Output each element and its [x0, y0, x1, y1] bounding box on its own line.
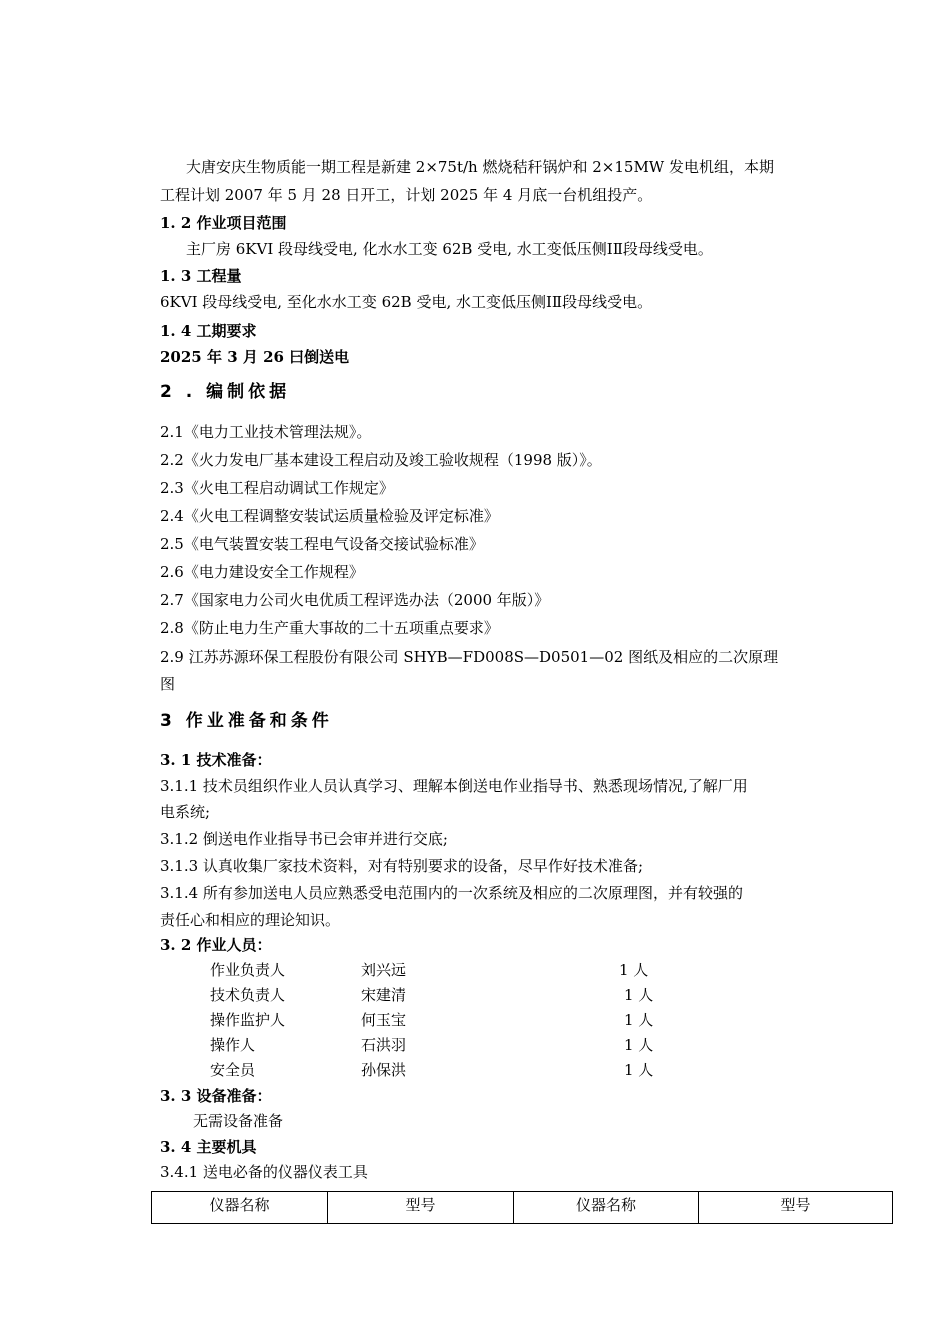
basis-item-2-9-cont: 图 — [160, 675, 176, 693]
basis-item-2-6: 2.6《电力建设安全工作规程》 — [160, 563, 364, 581]
section-3-4-1-title: 3.4.1 送电必备的仪器仪表工具 — [160, 1163, 368, 1181]
staff-role: 安全员 — [210, 1061, 256, 1079]
section-1-2-title: 1. 2 作业项目范围 — [160, 214, 287, 232]
basis-item-2-3: 2.3《火电工程启动调试工作规定》 — [160, 479, 394, 497]
staff-role: 操作人 — [210, 1036, 256, 1054]
staff-role: 操作监护人 — [210, 1011, 286, 1029]
section-3-3-text: 无需设备准备 — [193, 1112, 284, 1130]
section-2-heading: 2 . 编制依据 — [160, 382, 291, 402]
section-3-3-title: 3. 3 设备准备： — [160, 1087, 272, 1105]
basis-item-2-5: 2.5《电气装置安装工程电气设备交接试验标准》 — [160, 535, 484, 553]
section-3-1-title: 3. 1 技术准备： — [160, 751, 272, 769]
staff-name: 宋建清 — [361, 986, 407, 1004]
section-1-2-text: 主厂房 6KVⅠ 段母线受电, 化水水工变 62B 受电, 水工变低压侧ⅠⅡ段母线受电。 — [186, 240, 713, 258]
basis-item-2-2: 2.2《火力发电厂基本建设工程启动及竣工验收规程（1998 版）》。 — [160, 451, 602, 469]
section-3-heading: 3 作业准备和条件 — [160, 711, 333, 731]
staff-name: 刘兴远 — [361, 961, 407, 979]
tech-prep-line-5: 3.1.4 所有参加送电人员应熟悉受电范围内的一次系统及相应的二次原理图，并有较强的 — [160, 884, 743, 902]
table-header-row — [152, 1192, 893, 1224]
section-1-4-title: 1. 4 工期要求 — [160, 322, 257, 340]
staff-count: 1 人 — [619, 961, 649, 979]
tech-prep-line-2: 电系统; — [160, 803, 211, 821]
section-3-2-title: 3. 2 作业人员： — [160, 936, 272, 954]
section-3-4-title: 3. 4 主要机具 — [160, 1138, 257, 1156]
section-1-3-title: 1. 3 工程量 — [160, 267, 242, 285]
tech-prep-line-6: 责任心和相应的理论知识。 — [160, 911, 341, 929]
basis-item-2-8: 2.8《防止电力生产重大事故的二十五项重点要求》 — [160, 619, 499, 637]
table-header-cell: 型号 — [699, 1192, 893, 1224]
basis-item-2-9: 2.9 江苏苏源环保工程股份有限公司 SHYB—FD008S—D0501—02 图纸及相应的二次原理 — [160, 648, 779, 666]
basis-item-2-7: 2.7《国家电力公司火电优质工程评选办法（2000 年版）》 — [160, 591, 550, 609]
table-header-cell: 型号 — [328, 1192, 514, 1224]
staff-name: 孙保洪 — [361, 1061, 407, 1079]
section-1-3-text: 6KVⅠ 段母线受电, 至化水水工变 62B 受电, 水工变低压侧ⅠⅡ段母线受电。 — [160, 293, 653, 311]
tech-prep-line-4: 3.1.3 认真收集厂家技术资料，对有特别要求的设备，尽早作好技术准备; — [160, 857, 643, 875]
instrument-table — [151, 1191, 893, 1224]
staff-count: 1 人 — [624, 1036, 654, 1054]
intro-line-1: 大唐安庆生物质能一期工程是新建 2×75t/h 燃烧秸秆锅炉和 2×15MW 发电机组，本期 — [186, 158, 774, 176]
staff-count: 1 人 — [624, 1061, 654, 1079]
table-header-cell: 仪器名称 — [152, 1192, 328, 1224]
basis-item-2-1: 2.1《电力工业技术管理法规》。 — [160, 423, 372, 441]
basis-item-2-4: 2.4《火电工程调整安装试运质量检验及评定标准》 — [160, 507, 499, 525]
staff-count: 1 人 — [624, 986, 654, 1004]
section-1-4-text: 2025 年 3 月 26 曰倒送电 — [160, 348, 350, 366]
staff-count: 1 人 — [624, 1011, 654, 1029]
table-header-cell: 仪器名称 — [514, 1192, 699, 1224]
staff-name: 何玉宝 — [361, 1011, 407, 1029]
tech-prep-line-1: 3.1.1 技术员组织作业人员认真学习、理解本倒送电作业指导书、熟悉现场情况,了解厂用 — [160, 777, 748, 795]
intro-line-2: 工程计划 2007 年 5 月 28 日开工，计划 2025 年 4 月底一台机组投产。 — [160, 186, 653, 204]
staff-role: 技术负责人 — [210, 986, 286, 1004]
staff-role: 作业负责人 — [210, 961, 286, 979]
tech-prep-line-3: 3.1.2 倒送电作业指导书已会审并进行交底; — [160, 830, 448, 848]
staff-name: 石洪羽 — [361, 1036, 407, 1054]
